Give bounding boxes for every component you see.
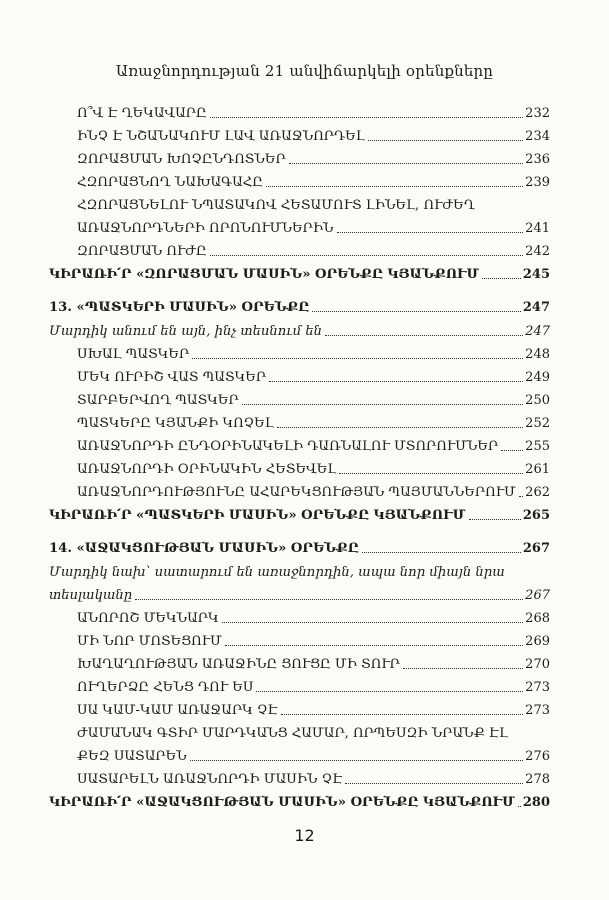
toc-apply-entry: ԿԻՐԱՌԻ՛Ր «ԱՋԱԿՑՈՒԹՅԱՆ ՄԱՍԻՆ» ՕՐԵՆՔԸ ԿՅԱՆՔՈՒՄ 280 [49,795,550,810]
toc-entry: ԱՌԱՋՆՈՐԴՈՒԹՅՈՒՆԸ ԱՀԱՐԵԿՑՈՒԹՅԱՆ ՊԱՅՄԱՆՆԵՐՈՒՄ 262 [77,485,550,500]
toc-entry: ԶՈՐԱՑՄԱՆ ՈՒԺԸ 242 [77,244,550,259]
toc-chapter-13: 13. «ՊԱՏԿԵՐԻ ՄԱՍԻՆ» ՕՐԵՆՔԸ 247 [49,300,550,315]
toc-entry: ՍԱՏԱՐԵԼՆ ԱՌԱՋՆՈՐԴԻ ՄԱՍԻՆ ՉԷ 278 [77,772,550,787]
toc-entry: ՔԵԶ ՍԱՏԱՐԵՆ 276 [77,749,550,764]
toc-entry-wrapped-line: ՀԶՈՐԱՑՆԵԼՈՒ ՆՊԱՏԱԿՈՎ ՀԵՏԱՄՈՒՏ ԼԻՆԵԼ, ՈՒԺԵՂ [77,198,475,213]
toc-apply-entry: ԿԻՐԱՌԻ՛Ր «ԶՈՐԱՑՄԱՆ ՄԱՍԻՆ» ՕՐԵՆՔԸ ԿՅԱՆՔՈՒՄ 245 [49,267,550,282]
toc-apply-entry: ԿԻՐԱՌԻ՛Ր «ՊԱՏԿԵՐԻ ՄԱՍԻՆ» ՕՐԵՆՔԸ ԿՅԱՆՔՈՒՄ 265 [49,508,550,523]
toc-entry: ԽԱՂԱՂՈՒԹՅԱՆ ԱՌԱՋԻՆԸ ՑՈՒՑԸ ՄԻ ՏՈՒՐ 270 [77,657,550,672]
toc-chapter-subtitle-wrapped-line: Մարդիկ նախ՝ սատարում են առաջնորդին, ապա նոր միայն նրա [49,565,505,580]
toc-entry: ՍԱ ԿԱՄ-ԿԱՄ ԱՌԱՋԱՐԿ ՉԷ 273 [77,703,550,718]
running-header: Առաջնորդության 21 անվիճարկելի օրենքները [115,62,494,80]
toc-entry: ՀԶՈՐԱՑՆՈՂ ՆԱԽԱԳԱՀԸ 239 [77,175,550,190]
toc-entry: ԱՌԱՋՆՈՐԴՆԵՐԻ ՈՐՈՆՈՒՄՆԵՐԻՆ 241 [77,221,550,236]
toc-chapter-subtitle: տեսլականը 267 [49,588,550,603]
page-number: 12 [294,826,315,845]
toc-chapter-subtitle: Մարդիկ անում են այն, ինչ տեսնում են 247 [49,324,550,339]
toc-entry: ԱՌԱՋՆՈՐԴԻ ՕՐԻՆԱԿԻՆ ՀԵՏԵՎԵԼ 261 [77,462,550,477]
toc-entry: ՄԻ ՆՈՐ ՄՈՏԵՑՈՒՄ 269 [77,634,550,649]
toc-entry: ԶՈՐԱՑՄԱՆ ԽՈՉԸՆԴՈՏՆԵՐ 236 [77,152,550,167]
toc-entry: ՈՒՂԵՐՁԸ ՀԵՆՑ ԴՈՒ ԵՍ 273 [77,680,550,695]
toc-entry: ՊԱՏԿԵՐԸ ԿՅԱՆՔԻ ԿՈՉԵԼ 252 [77,416,550,431]
toc-entry-wrapped-line: ԺԱՄԱՆԱԿ ԳՏԻՐ ՄԱՐԴԿԱՆՑ ՀԱՄԱՐ, ՈՐՊԵՍԶԻ ՆՐԱՆՔ ԷԼ [77,726,508,741]
toc-entry: ԱՆՈՐՈՇ ՄԵԿՆԱՐԿ 268 [77,611,550,626]
toc-entry: ՍԽԱԼ ՊԱՏԿԵՐ 248 [77,347,550,362]
toc-entry: Ո՞Վ Է ՂԵԿԱՎԱՐԸ 232 [77,106,550,121]
toc-entry: ԻՆՉ Է ՆՇԱՆԱԿՈՒՄ ԼԱՎ ԱՌԱՋՆՈՐԴԵԼ 234 [77,129,550,144]
toc-chapter-14: 14. «ԱՋԱԿՑՈՒԹՅԱՆ ՄԱՍԻՆ» ՕՐԵՆՔԸ 267 [49,541,550,556]
toc-entry: ԱՌԱՋՆՈՐԴԻ ԸՆԴՕՐԻՆԱԿԵԼԻ ԴԱՌՆԱԼՈՒ ՄՏՈՐՈՒՄՆԵՐ 255 [77,439,550,454]
toc-entry: ՄԵԿ ՈՒՐԻՇ ՎԱՏ ՊԱՏԿԵՐ 249 [77,370,550,385]
toc-entry: ՏԱՐԲԵՐՎՈՂ ՊԱՏԿԵՐ 250 [77,393,550,408]
